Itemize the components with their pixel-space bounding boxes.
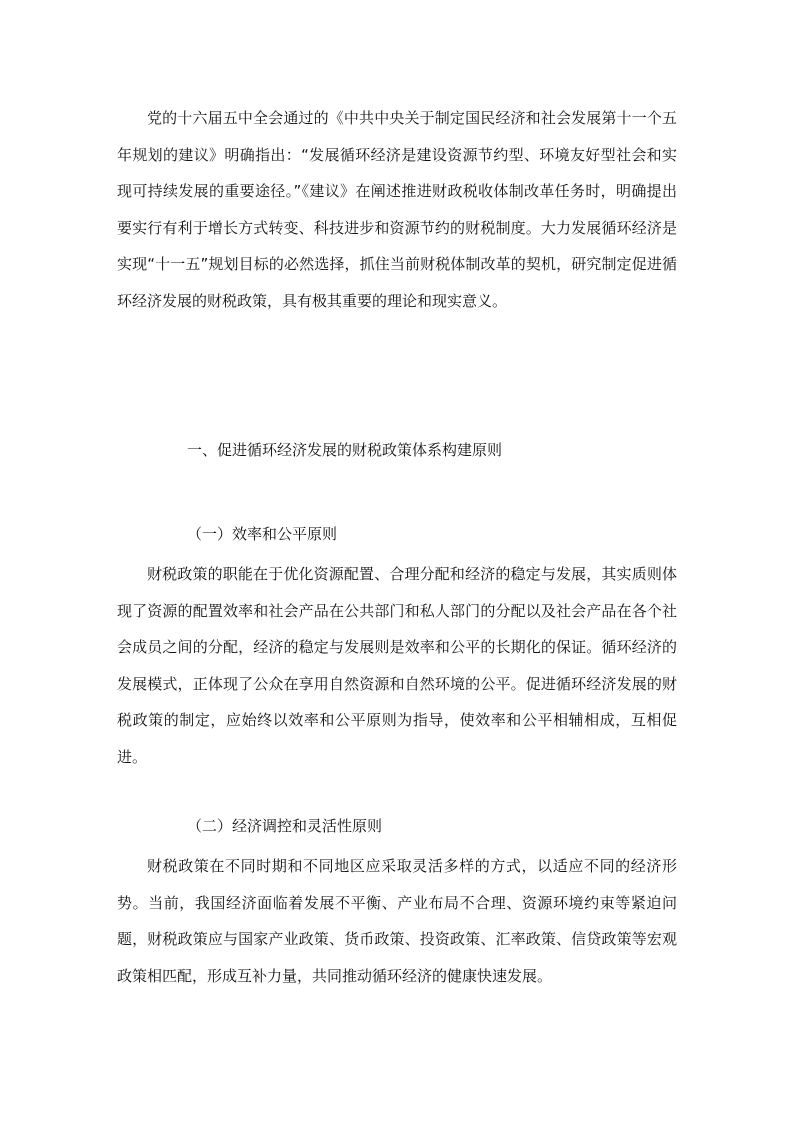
regulation-flexibility-paragraph: 财税政策在不同时期和不同地区应采取灵活多样的方式，以适应不同的经济形势。当前，我国经济面临着发展不平衡、产业布局不合理、资源环境约束等紧迫问题，财税政策应与国家产业政策、货币政策、投资政策、汇率政策、信贷政策等宏观政策相匹配，形成互补力量，共同推动循环经济的健康快速发展。 [117,857,677,985]
subsection-heading-regulation-flexibility: （二）经济调控和灵活性原则 [187,817,383,835]
section-heading-principles: 一、促进循环经济发展的财税政策体系构建原则 [187,441,503,459]
subsection-heading-efficiency-fairness: （一）效率和公平原则 [187,525,338,543]
intro-paragraph: 党的十六届五中全会通过的《中共中央关于制定国民经济和社会发展第十一个五年规划的建议》明确指出：“发展循环经济是建设资源节约型、环境友好型社会和实现可持续发展的重要途径。”《建议》在阐述推进财政税收体制改革任务时，明确提出要实行有利于增长方式转变、科技进步和资源节约的财税制度。大力发展循环经济是实现“十一五”规划目标的必然选择，抓住当前财税体制改革的契机，研究制定促进循环经济发展的财税政策，具有极其重要的理论和现实意义。 [117,109,677,310]
efficiency-fairness-paragraph: 财税政策的职能在于优化资源配置、合理分配和经济的稳定与发展，其实质则体现了资源的配置效率和社会产品在公共部门和私人部门的分配以及社会产品在各个社会成员之间的分配，经济的稳定与发展则是效率和公平的长期化的保证。循环经济的发展模式，正体现了公众在享用自然资源和自然环境的公平。促进循环经济发展的财税政策的制定，应始终以效率和公平原则为指导，使效率和公平相辅相成，互相促进。 [117,565,677,766]
